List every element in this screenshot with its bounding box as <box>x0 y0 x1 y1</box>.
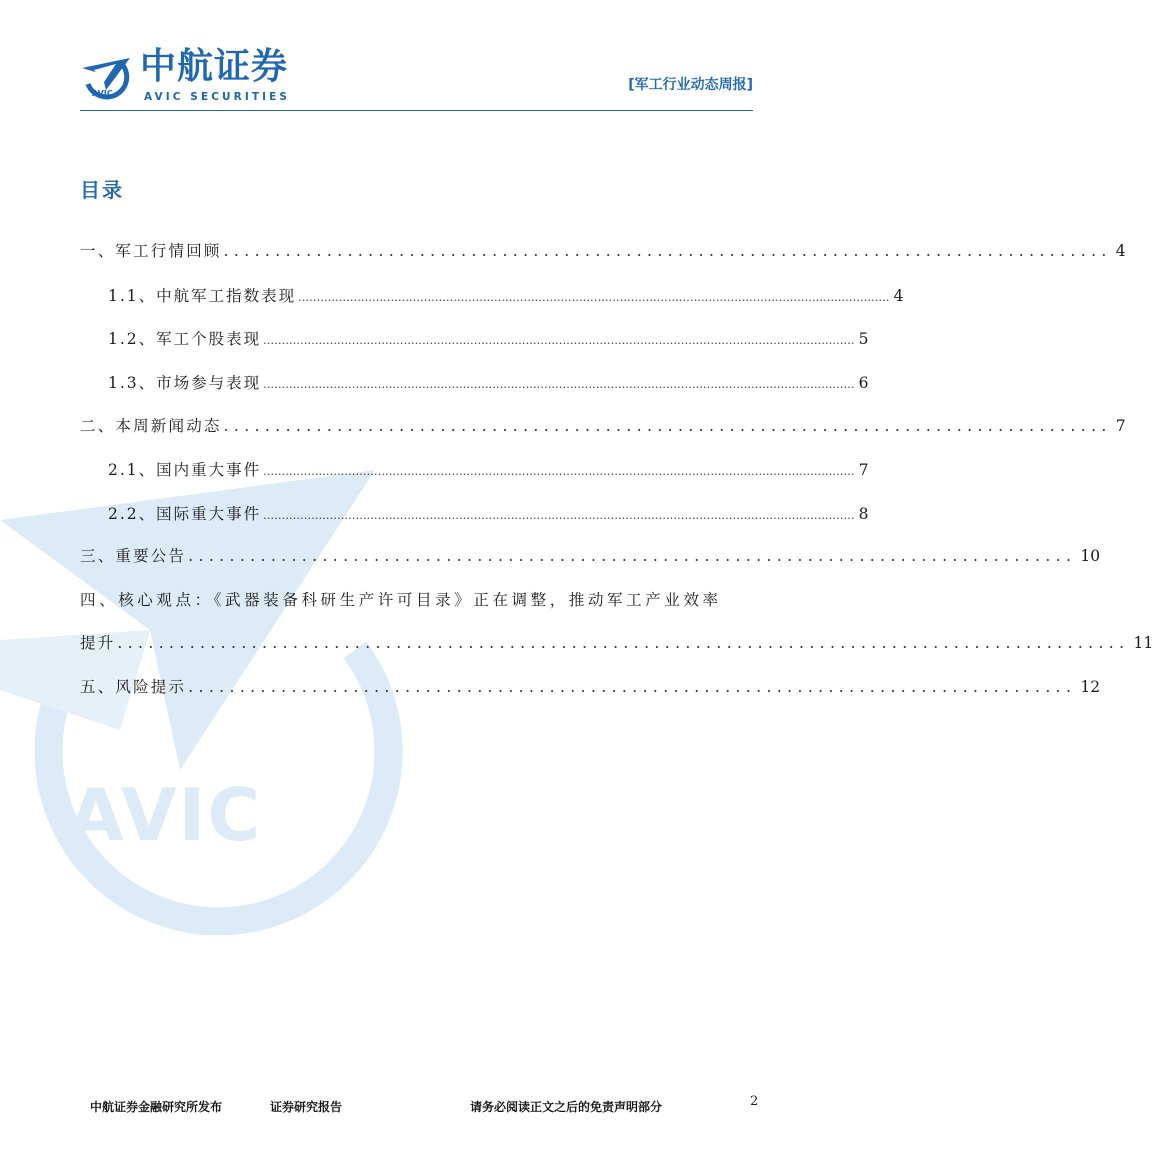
toc-leader: ................................................................................................................................................................ <box>298 291 890 304</box>
toc-leader: ...................................................................................... <box>188 547 1077 565</box>
toc-page-number: 11 <box>1133 634 1153 652</box>
toc-entry-2[interactable] <box>80 407 1126 445</box>
toc-leader: ................................................................................................................................................................ <box>263 334 855 347</box>
toc-entry-label: 提升 <box>80 634 116 652</box>
toc-leader: ................................................................................................................................................................ <box>263 465 855 478</box>
toc-entry-1-2[interactable] <box>108 320 869 358</box>
toc-entry-2-2[interactable] <box>108 495 869 533</box>
svg-text:AVIC: AVIC <box>92 89 113 98</box>
toc-entry-label: 一、军工行情回顾 <box>80 242 222 260</box>
toc-entry-label: 2.1、国内重大事件 <box>108 461 262 479</box>
footer-disclaimer: 请务必阅读正文之后的免责声明部分 <box>470 1100 663 1114</box>
toc-entry-label: 1.2、军工个股表现 <box>108 330 262 348</box>
page-number: 2 <box>750 1094 759 1109</box>
footer-publisher: 中航证券金融研究所发布 <box>90 1100 223 1114</box>
toc-leader: ...................................................................................... <box>223 242 1112 260</box>
toc-leader: ................................................................................................................................................................ <box>263 509 855 522</box>
toc-leader: ................................................................................................................................................................ <box>263 378 855 391</box>
toc-page-number: 4 <box>1115 242 1126 260</box>
toc-title: 目录 <box>80 178 124 202</box>
logo-chinese-name: 中航证券 <box>140 46 289 87</box>
toc-page-number: 6 <box>858 374 869 392</box>
toc-entry-1-1[interactable] <box>108 277 904 315</box>
toc-page-number: 7 <box>1115 417 1126 435</box>
toc-page-number: 10 <box>1080 547 1101 565</box>
toc-entry-label: 四、核心观点：《武器装备科研生产许可目录》正在调整，推动军工产业效率 <box>80 591 722 609</box>
page-header <box>80 46 753 112</box>
toc-entry-3[interactable] <box>80 537 1101 575</box>
toc-leader: ...................................................................................... <box>223 417 1112 435</box>
toc-entry-label: 二、本周新闻动态 <box>80 417 222 435</box>
toc-page-number: 4 <box>893 287 904 305</box>
toc-entry-1-3[interactable] <box>108 364 869 402</box>
toc-entry-1[interactable] <box>80 232 1126 270</box>
page-footer <box>0 1098 827 1118</box>
toc-entry-label: 三、重要公告 <box>80 547 187 565</box>
toc-page-number: 8 <box>858 505 869 523</box>
report-type-tag: [军工行业动态周报] <box>628 77 753 93</box>
watermark-text: AVIC <box>68 773 263 857</box>
header-divider <box>80 110 753 111</box>
toc-entry-label: 五、风险提示 <box>80 678 187 696</box>
toc-entry-label: 2.2、国际重大事件 <box>108 505 262 523</box>
avic-logo-icon <box>80 54 132 100</box>
toc-page-number: 5 <box>858 330 869 348</box>
toc-entry-label: 1.3、市场参与表现 <box>108 374 262 392</box>
toc-leader: ...................................................................................... <box>188 678 1077 696</box>
toc-entry-5[interactable] <box>80 668 1101 706</box>
toc-entry-4-cont[interactable] <box>80 624 1153 662</box>
toc-leader: .................................................................................................. <box>117 634 1130 652</box>
toc-entry-2-1[interactable] <box>108 451 869 489</box>
toc-entry-label: 1.1、中航军工指数表现 <box>108 287 297 305</box>
logo-english-name: AVIC SECURITIES <box>144 91 291 103</box>
toc-page-number: 7 <box>858 461 869 479</box>
footer-report-type: 证券研究报告 <box>270 1100 343 1114</box>
toc-page-number: 12 <box>1080 678 1101 696</box>
toc-entry-4[interactable] <box>80 581 748 619</box>
